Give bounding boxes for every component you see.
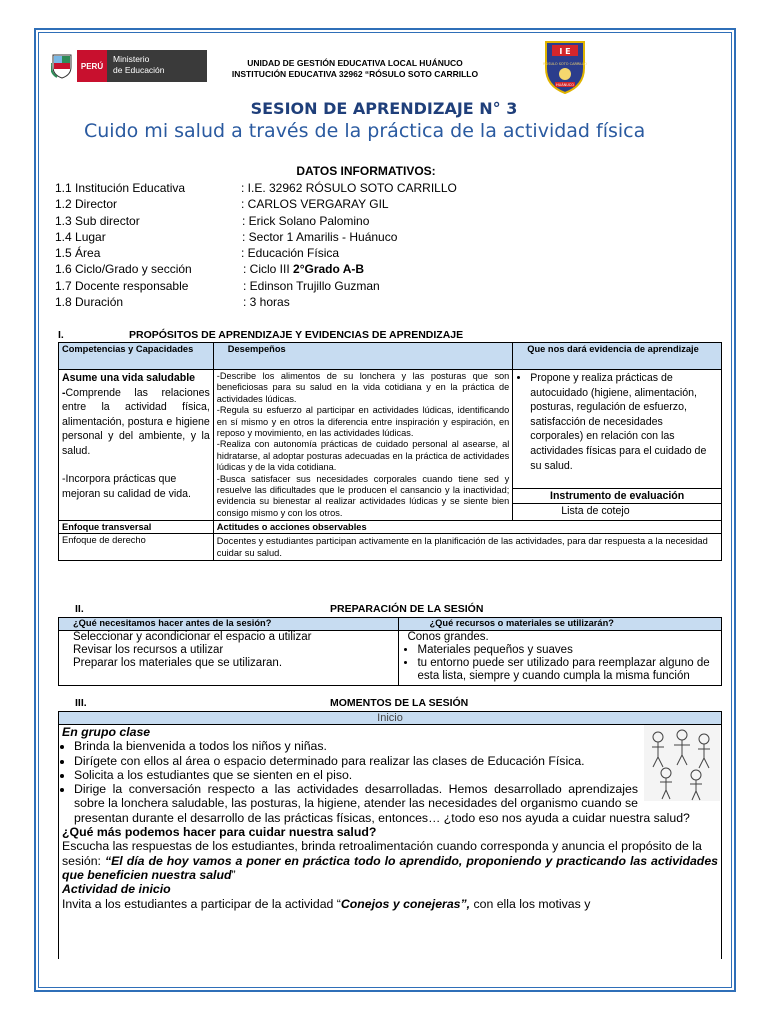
grade-section: 2°Grado A-B — [293, 262, 365, 277]
desempeno-4: -Busca satisfacer sus necesidades corporales cuando tiene sed y resuelve las dificultades que le producen el cansancio y la inactividad; evidencia su bienestar al realizar actividades lúdicas y se siente bien consigo mismo y con los otros. — [216, 473, 510, 518]
page-title: SESION DE APRENDIZAJE N° 3 — [250, 99, 518, 118]
section-2-number: II. — [75, 603, 84, 615]
info-value: : Educación Física — [241, 246, 340, 261]
capacidad-2: -Incorpora prácticas que mejoran su calidad de vida. — [62, 473, 191, 500]
institution-header — [210, 58, 500, 80]
inicio-bullet: • Dirige la conversación respecto a las actividades desarrolladas. Hemos desarrollado aprendizajes sobre la lonchera saludable, las posturas, la higiene, atender las necesidades del organismo cuando se presentan durante el desarrollo de las prácticas físicas, entonces… ¿todo eso nos ayuda a cuidar nuestra salud? — [74, 782, 718, 825]
instrumento-header: Instrumento de evaluación — [513, 489, 722, 504]
inicio-bullet: • Brinda la bienvenida a todos los niños y niñas. — [74, 739, 718, 753]
activity-name: Conejos y conejeras”, — [340, 896, 471, 911]
info-value: : Sector 1 Amarilis - Huánuco — [242, 229, 398, 244]
crest-letters: I E — [559, 47, 571, 56]
info-value: : Erick Solano Palomino — [242, 213, 370, 228]
ugel-name: UNIDAD DE GESTIÓN EDUCATIVA LOCAL HUÁNUCO — [247, 58, 463, 68]
competencia-title: Asume una vida saludable — [62, 372, 196, 384]
inicio-content — [59, 725, 722, 960]
session-purpose: “El día de hoy vamos a poner en práctica todo lo aprendido, proponiendo y practicando las actividades que beneficien nuestra salud — [62, 853, 718, 882]
info-value: : Edinson Trujillo Guzman — [243, 278, 380, 293]
info-value: : CARLOS VERGARAY GIL — [241, 197, 389, 212]
evidencia-cell — [513, 370, 722, 489]
col-antes: ¿Qué necesitamos hacer antes de la sesión? — [59, 618, 399, 631]
sesion-label: sesión: — [62, 853, 105, 868]
datos-title: DATOS INFORMATIVOS: — [296, 164, 436, 178]
escucha-text: Escucha las respuestas de los estudiantes, brinda retroalimentación cuando corresponda y anuncia el propósito de la — [62, 839, 702, 854]
inicio-bullet: • Dirígete con ellos al área o espacio determinado para realizar las clases de Educación Física. — [74, 754, 718, 768]
desempeno-2: -Regula su esfuerzo al participar en actividades lúdicas, identificando en sí mismo y en otros la diferencia entre inspiración y espiración, en reposo y movimiento, en las actividades lúdicas. — [216, 405, 510, 439]
page-subtitle: Cuido mi salud a través de la práctica de la actividad física — [84, 120, 646, 142]
desempeno-3: -Realiza con autonomía prácticas de cuidado personal al asearse, al hidratarse, al adoptar posturas adecuadas en la práctica de actividades lúdicas y de la vida cotidiana. — [216, 439, 510, 473]
evidencia-item: • Propone y realiza prácticas de autocuidado (higiene, alimentación, posturas, regulación de esfuerzo, satisfacción de necesidades corporales) en relación con las actividades físicas para el cuidado de su salud. — [530, 371, 718, 473]
purpose-close-quote: ” — [231, 867, 236, 882]
capacidad-1: Comprende las relaciones entre la actividad física, alimentación, postura e higiene personal y del ambiente, y la salud. — [62, 386, 210, 457]
moments-table — [58, 711, 722, 959]
enfoque-header: Enfoque transversal — [59, 521, 214, 534]
antes-item: Preparar los materiales que se utilizaran. — [73, 657, 283, 669]
invita-text: Invita a los estudiantes a participar de la actividad “ — [62, 896, 341, 911]
desempeno-1: -Describe los alimentos de su lonchera y las posturas que son beneficiosas para su salud en la vida cotidiana y en la práctica de actividades lúdicas. — [216, 371, 510, 404]
peru-shield-icon — [47, 50, 77, 82]
recurso-item: • Materiales pequeños y suaves — [417, 644, 717, 657]
info-key: 1.4 Lugar — [55, 229, 106, 244]
col-evidencia: Que nos dará evidencia de aprendizaje — [513, 343, 722, 370]
info-key: 1.3 Sub director — [55, 213, 140, 228]
inicio-header: Inicio — [59, 712, 722, 725]
antes-item: Seleccionar y acondicionar el espacio a utilizar — [73, 631, 312, 643]
peru-label: PERÚ — [77, 50, 107, 82]
section-1-number: I. — [58, 329, 64, 341]
ministry-line2: de Educación — [113, 65, 165, 75]
instrumento-value: Lista de cotejo — [513, 504, 722, 521]
ministry-line1: Ministerio — [113, 54, 150, 64]
preparation-table — [58, 617, 722, 686]
desempenos-cell — [213, 370, 512, 521]
info-value: : Ciclo III — [243, 262, 294, 277]
invita-text-end: con ella los motivas y — [470, 896, 591, 911]
school-name: INSTITUCIÓN EDUCATIVA 32962 “RÓSULO SOTO CARRILLO — [231, 69, 479, 79]
recurso-item: Conos grandes. — [407, 631, 489, 643]
inicio-bullet: • Solicita a los estudiantes que se sienten en el piso. — [74, 768, 718, 782]
info-key: 1.5 Área — [55, 246, 101, 261]
enfoque-value: Enfoque de derecho — [59, 534, 214, 561]
purposes-table — [58, 342, 722, 561]
ministry-label — [107, 50, 207, 82]
recursos-cell — [399, 631, 722, 686]
school-crest-icon — [543, 38, 587, 94]
info-key: 1.8 Duración — [55, 295, 124, 310]
grupo-clase: En grupo clase — [62, 725, 151, 739]
antes-cell — [59, 631, 399, 686]
minedu-logo — [47, 50, 207, 82]
col-recursos: ¿Qué recursos o materiales se utilizarán? — [399, 618, 722, 631]
section-3-number: III. — [75, 697, 87, 709]
pregunta: ¿Qué más podemos hacer para cuidar nuestra salud? — [62, 825, 377, 840]
info-key: 1.2 Director — [55, 197, 118, 212]
col-desempenos: Desempeños — [213, 343, 512, 370]
info-value: : I.E. 32962 RÓSULO SOTO CARRILLO — [241, 181, 457, 195]
section-1-title: PROPÓSITOS DE APRENDIZAJE Y EVIDENCIAS DE APRENDIZAJE — [129, 329, 464, 341]
recurso-item: • tu entorno puede ser utilizado para reemplazar alguno de esta lista, siempre y cuando cumpla la misma función — [417, 657, 717, 683]
section-2-title: PREPARACIÓN DE LA SESIÓN — [330, 603, 484, 615]
actitud-value: Docentes y estudiantes participan activamente en la planificación de las actividades, para dar respuesta a la necesidad cuidar su salud. — [213, 534, 721, 561]
actitudes-header: Actitudes o acciones observables — [213, 521, 721, 534]
competencias-cell: Asume una vida saludable -Comprende las relaciones entre la actividad física, alimentación, postura e higiene personal y del ambiente, y la salud. -Incorpora prácticas que mejoran su calidad de vida. — [59, 370, 214, 521]
info-key: 1.1 Institución Educativa — [55, 181, 186, 195]
col-competencias: Competencias y Capacidades — [59, 343, 214, 370]
children-playing-icon — [644, 725, 720, 801]
info-key: 1.6 Ciclo/Grado y sección — [55, 262, 192, 277]
crest-ribbon: RÓSULO SOTO CARRILLO — [543, 62, 587, 66]
antes-item: Revisar los recursos a utilizar — [73, 644, 224, 656]
info-value: : 3 horas — [243, 295, 290, 310]
info-key: 1.7 Docente responsable — [55, 278, 189, 293]
actividad-inicio: Actividad de inicio — [62, 882, 171, 897]
section-3-title: MOMENTOS DE LA SESIÓN — [330, 697, 469, 709]
crest-base: HUÁNUCO — [556, 83, 574, 87]
